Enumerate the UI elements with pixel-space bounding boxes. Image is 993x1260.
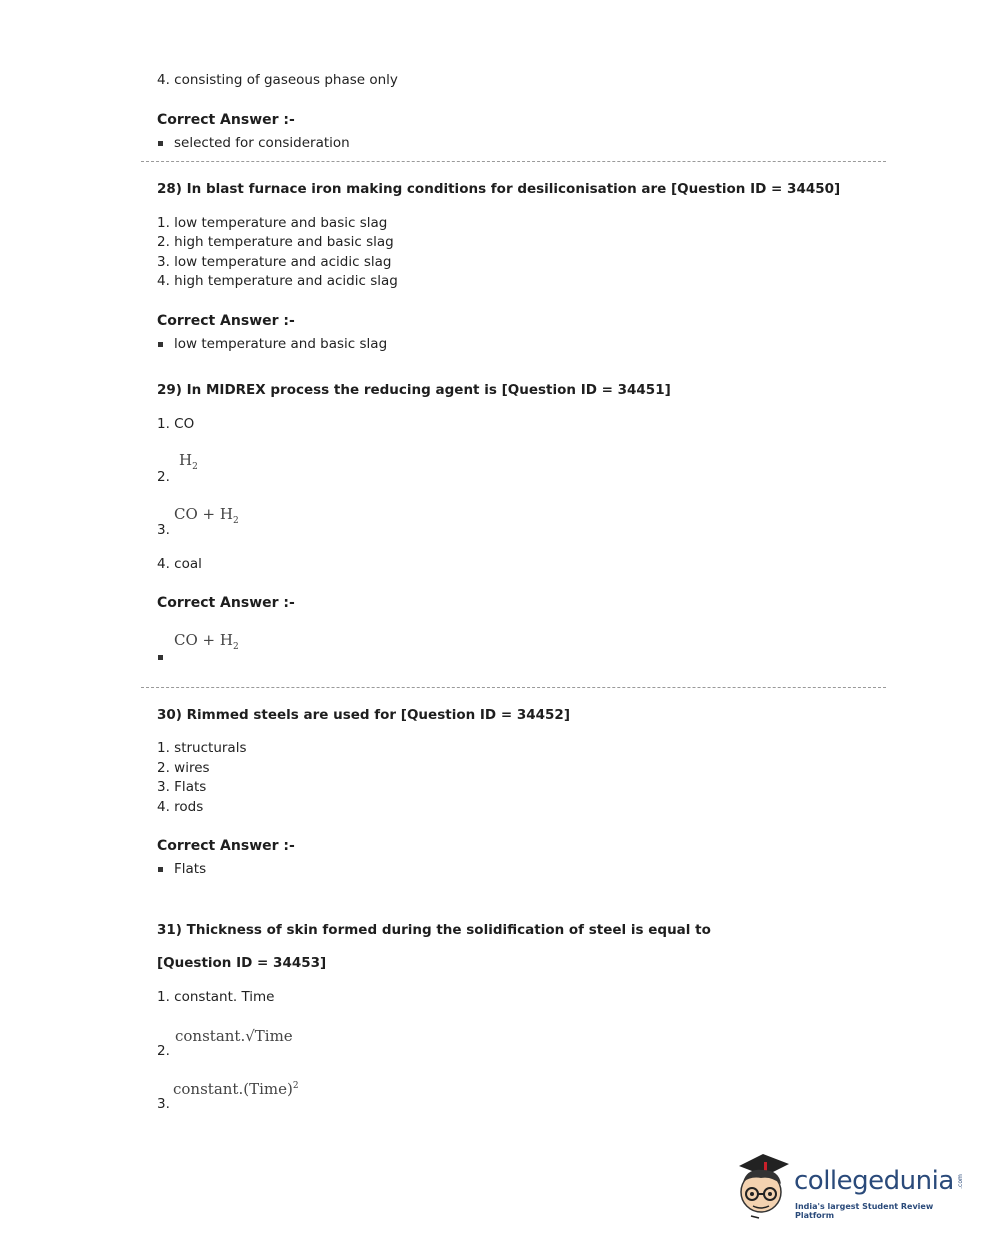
q30-option-2: 2. wires	[157, 760, 210, 776]
bullet-icon	[158, 141, 163, 146]
q31-option-2-number: 2.	[157, 1043, 170, 1059]
bullet-icon	[158, 655, 163, 660]
logo-tagline: India's largest Student Review Platform	[795, 1202, 934, 1220]
q31-option-3-formula: constant.(Time)$^2$	[173, 1080, 299, 1098]
q28-question: 28) In blast furnace iron making conditions for desiliconisation are [Question ID = 34450]	[157, 181, 841, 197]
q29-question: 29) In MIDREX process the reducing agent is [Question ID = 34451]	[157, 382, 671, 398]
q30-option-4: 4. rods	[157, 799, 204, 815]
q28-option-3: 3. low temperature and acidic slag	[157, 254, 392, 270]
separator	[141, 161, 886, 162]
separator	[141, 687, 886, 688]
q29-option-1: 1. CO	[157, 416, 195, 432]
q29-option-2-formula: $H_2$	[179, 451, 198, 472]
mascot-icon	[733, 1152, 795, 1224]
q29-option-3-number: 3.	[157, 522, 170, 538]
q29-answer-formula: CO + $H_2$	[174, 631, 239, 652]
q30-option-3: 3. Flats	[157, 779, 207, 795]
q29-correct-answer-label: Correct Answer :-	[157, 595, 295, 611]
q27-option-4: 4. consisting of gaseous phase only	[157, 72, 398, 88]
collegedunia-logo	[733, 1152, 963, 1224]
q30-answer: Flats	[174, 861, 207, 877]
q28-option-4: 4. high temperature and acidic slag	[157, 273, 398, 289]
q28-correct-answer-label: Correct Answer :-	[157, 313, 295, 329]
q31-option-1: 1. constant. Time	[157, 989, 275, 1005]
q28-option-1: 1. low temperature and basic slag	[157, 215, 388, 231]
q31-question-line2: [Question ID = 34453]	[157, 955, 327, 971]
q27-answer: selected for consideration	[174, 135, 350, 151]
bullet-icon	[158, 867, 163, 872]
q30-correct-answer-label: Correct Answer :-	[157, 838, 295, 854]
logo-wordmark: collegedunia	[794, 1166, 954, 1196]
q31-option-3-number: 3.	[157, 1096, 170, 1112]
q31-option-2-formula: constant.√Time	[175, 1027, 293, 1045]
logo-suffix: .com	[956, 1174, 964, 1189]
q29-option-4: 4. coal	[157, 556, 202, 572]
bullet-icon	[158, 342, 163, 347]
q28-answer: low temperature and basic slag	[174, 336, 388, 352]
q29-option-3-formula: CO + $H_2$	[174, 505, 239, 526]
q30-option-1: 1. structurals	[157, 740, 247, 756]
q27-correct-answer-label: Correct Answer :-	[157, 112, 295, 128]
q30-question: 30) Rimmed steels are used for [Question ID = 34452]	[157, 707, 570, 723]
q29-option-2-number: 2.	[157, 469, 170, 485]
q31-question-line1: 31) Thickness of skin formed during the solidification of steel is equal to	[157, 922, 711, 938]
q28-option-2: 2. high temperature and basic slag	[157, 234, 394, 250]
